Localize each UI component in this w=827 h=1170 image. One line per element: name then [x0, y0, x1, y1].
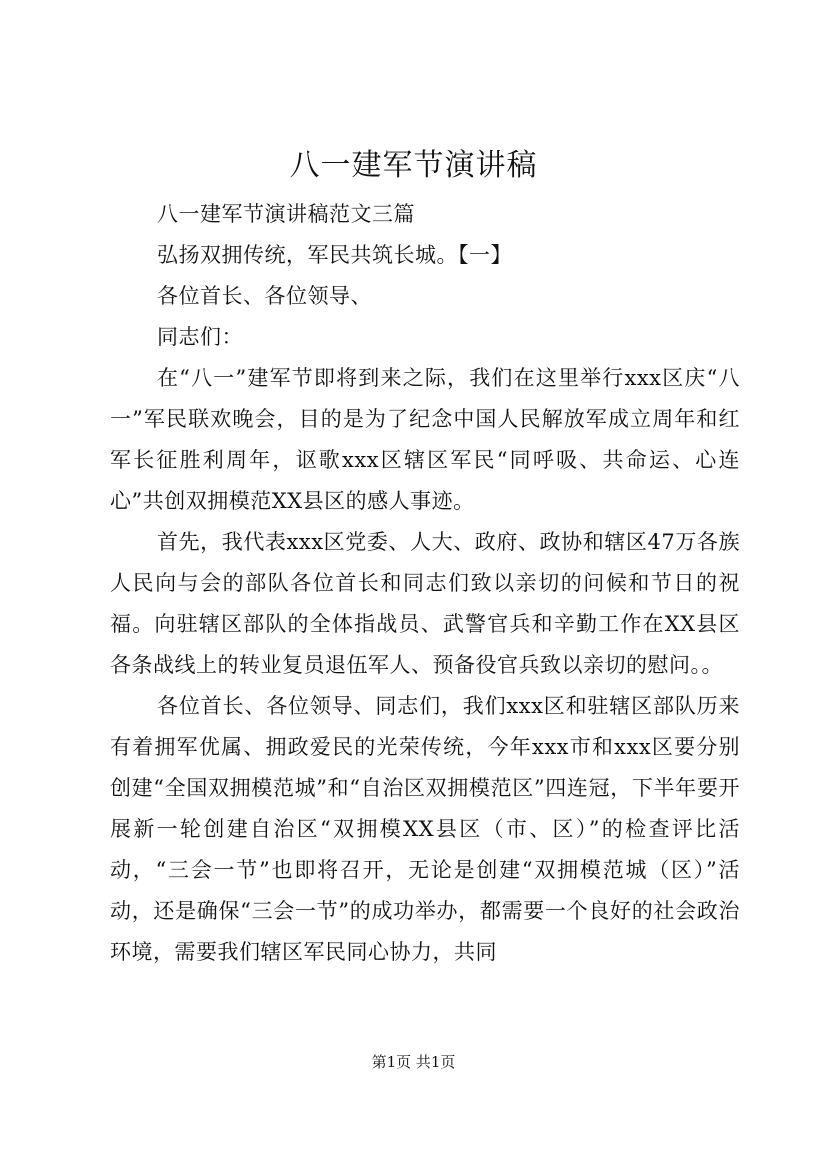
document-body	[110, 194, 740, 973]
salutation-line: 各位首长、各位领导、	[157, 284, 372, 308]
page-number-footer: 第1页 共1页	[371, 1053, 456, 1071]
subtitle-line: 八一建军节演讲稿范文三篇	[157, 202, 415, 226]
salutation-line-2: 同志们：	[157, 325, 243, 349]
paragraph-3: 各位首长、各位领导、同志们，我们xxx区和驻辖区部队历来有着拥军优属、拥政爱民的光荣传统，今年xxx市和xxx区要分别创建“全国双拥模范城”和“自治区双拥模范区”四连冠，下半年要开展新一轮创建自治区“双拥模XX县区（市、区）”的检查评比活动，“三会一节”也即将召开，无论是创建“双拥模范城（区）”活动，还是确保“三会一节”的成功举办，都需要一个良好的社会政治环境，需要我们辖区军民同心协力，共同	[110, 694, 740, 964]
paragraph-1: 在“八一”建军节即将到来之际，我们在这里举行xxx区庆“八一”军民联欢晚会，目的是为了纪念中国人民解放军成立周年和红军长征胜利周年，讴歌xxx区辖区军民“同呼吸、共命运、心连心”共创双拥模范XX县区的感人事迹。	[110, 366, 740, 513]
paragraph-2: 首先，我代表xxx区党委、人大、政府、政协和辖区47万各族人民向与会的部队各位首长和同志们致以亲切的问候和节日的祝福。向驻辖区部队的全体指战员、武警官兵和辛勤工作在XX县区各条战线上的转业复员退伍军人、预备役官兵致以亲切的慰问。。	[110, 530, 740, 677]
theme-line: 弘扬双拥传统，军民共筑长城。【一】	[157, 243, 512, 267]
document-title: 八一建军节演讲稿	[289, 148, 538, 183]
